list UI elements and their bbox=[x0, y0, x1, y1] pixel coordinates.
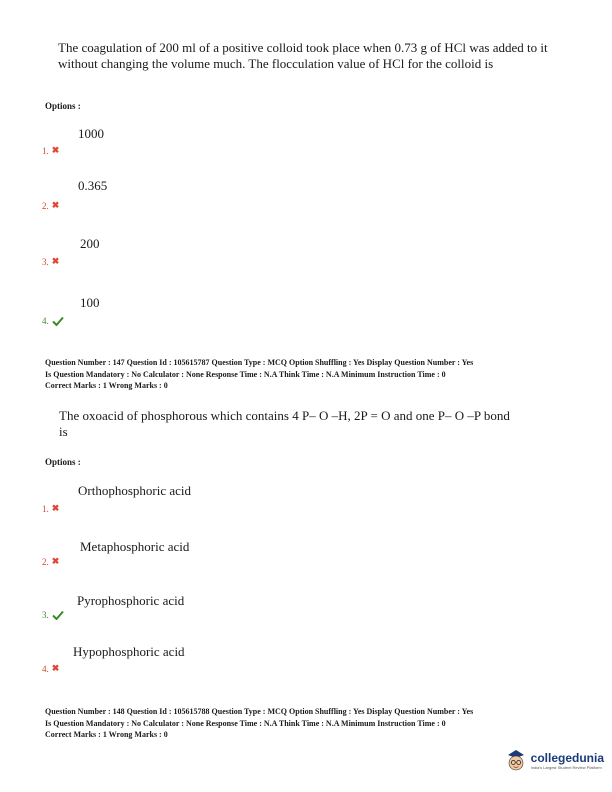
question-text-line: The oxoacid of phosphorous which contains 4 P– O –H, 2P = O and one P– O –P bond bbox=[59, 408, 510, 423]
q146-option-2-number bbox=[42, 200, 59, 211]
cross-icon: ✖ bbox=[51, 256, 60, 266]
meta-line: Is Question Mandatory : No Calculator : None Response Time : N.A Think Time : N.A Minimum Instruction Time : 0 bbox=[45, 718, 446, 728]
meta-line: Is Question Mandatory : No Calculator : None Response Time : N.A Think Time : N.A Minimum Instruction Time : 0 bbox=[45, 369, 446, 379]
meta-line: Correct Marks : 1 Wrong Marks : 0 bbox=[45, 730, 168, 739]
q146-option-3-text: 200 bbox=[80, 236, 100, 251]
check-icon bbox=[52, 610, 64, 620]
q146-option-1-number bbox=[42, 145, 59, 156]
question-147-meta bbox=[45, 357, 575, 392]
option-number-label: 1. bbox=[42, 145, 49, 156]
logo-tagline: India's Largest Student Review Platform bbox=[530, 764, 602, 770]
q146-option-4-text: 100 bbox=[80, 295, 100, 310]
q147-option-4-text: Hypophosphoric acid bbox=[73, 644, 185, 659]
q146-option-1-text: 1000 bbox=[78, 126, 104, 141]
q147-option-4-number bbox=[42, 663, 59, 674]
meta-line: Question Number : 147 Question Id : 105615787 Question Type : MCQ Option Shuffling : Yes Display Question Number : Yes bbox=[45, 358, 474, 367]
meta-line: Correct Marks : 1 Wrong Marks : 0 bbox=[45, 381, 168, 390]
cross-icon: ✖ bbox=[51, 663, 60, 673]
q147-option-3-number bbox=[42, 610, 64, 620]
option-number-label: 4. bbox=[42, 316, 49, 326]
q146-option-4-number bbox=[42, 316, 64, 326]
q147-option-2-number bbox=[42, 556, 59, 567]
check-icon bbox=[52, 316, 64, 326]
logo-text-group bbox=[531, 751, 604, 770]
mascot-icon bbox=[505, 748, 527, 772]
option-number-label: 2. bbox=[42, 556, 49, 567]
option-number-label: 1. bbox=[42, 503, 49, 514]
option-number-label: 3. bbox=[42, 256, 49, 267]
question-text-line: is bbox=[59, 423, 68, 439]
q146-option-3-number bbox=[42, 256, 59, 267]
question-147-options-label: Options : bbox=[45, 457, 81, 467]
cross-icon: ✖ bbox=[51, 503, 60, 513]
question-147-text bbox=[59, 408, 549, 439]
collegedunia-logo bbox=[505, 748, 604, 772]
q147-option-1-number bbox=[42, 503, 59, 514]
meta-line: Question Number : 148 Question Id : 105615788 Question Type : MCQ Option Shuffling : Yes Display Question Number : Yes bbox=[45, 707, 474, 716]
option-number-label: 3. bbox=[42, 610, 49, 620]
cross-icon: ✖ bbox=[51, 145, 60, 155]
cross-icon: ✖ bbox=[51, 200, 60, 210]
q147-option-2-text: Metaphosphoric acid bbox=[80, 539, 190, 554]
q146-option-2-text: 0.365 bbox=[78, 178, 108, 193]
question-146-options-label: Options : bbox=[45, 101, 81, 111]
option-number-label: 4. bbox=[42, 663, 49, 674]
cross-icon: ✖ bbox=[51, 556, 60, 566]
logo-name: collegedunia bbox=[530, 750, 604, 765]
q147-option-1-text: Orthophosphoric acid bbox=[78, 483, 192, 498]
question-146-text: The coagulation of 200 ml of a positive colloid took place when 0.73 g of HCl was added to it without changing the volume much. The flocculation value of HCl for the colloid is bbox=[58, 40, 548, 71]
question-148-meta bbox=[45, 706, 575, 741]
option-number-label: 2. bbox=[42, 200, 49, 211]
q147-option-3-text: Pyrophosphoric acid bbox=[77, 593, 185, 608]
